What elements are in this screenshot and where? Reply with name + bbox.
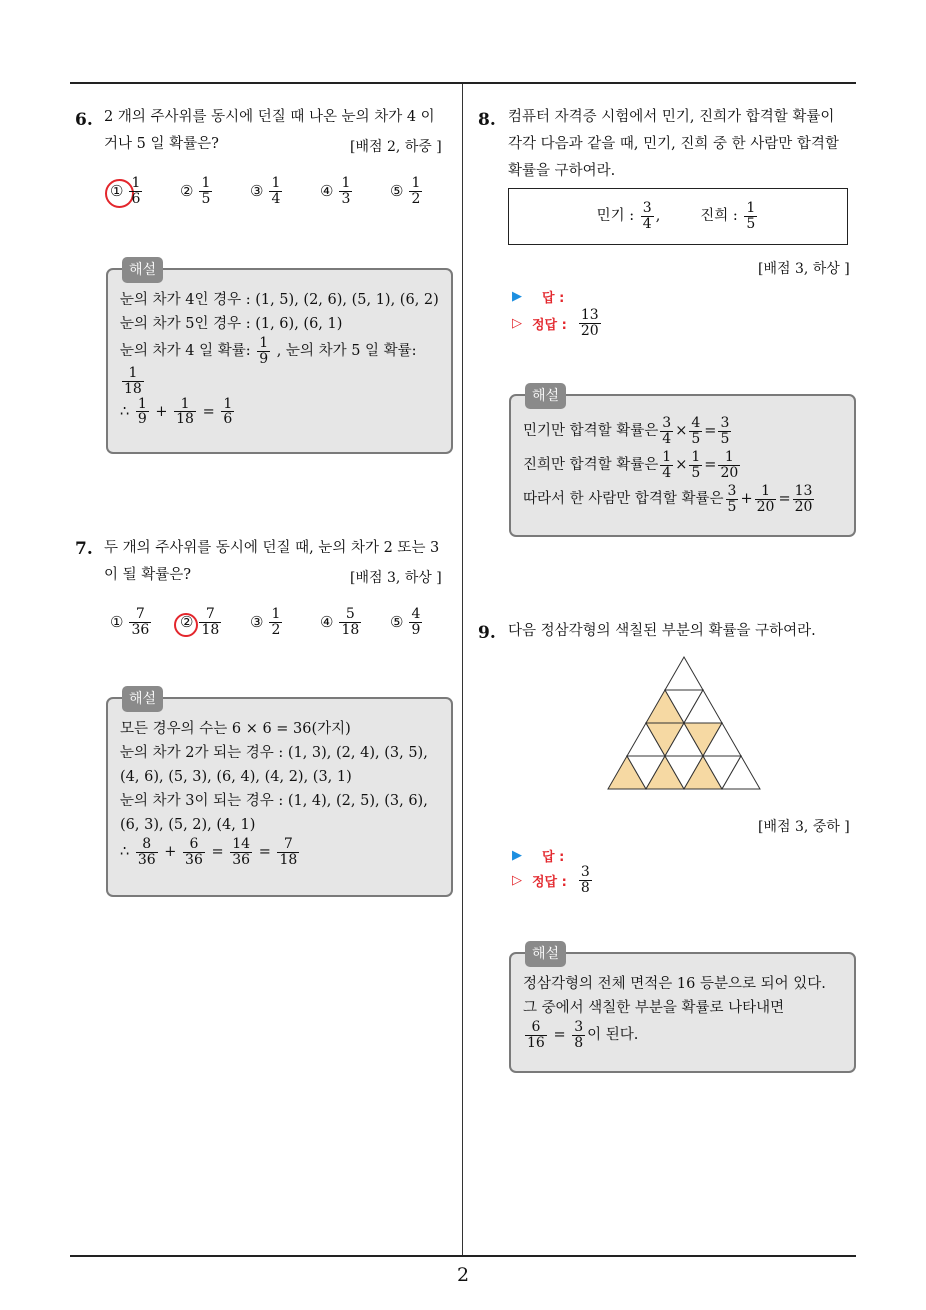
denominator: 6 [131,190,141,207]
solution-line [523,448,842,482]
numerator: 4 [691,414,701,431]
numerator: 3 [727,482,737,499]
fraction [579,865,592,895]
play-outline-icon: ▷ [512,315,522,331]
choice-1[interactable] [110,607,153,637]
minki-probability [597,201,661,231]
numerator: 5 [345,606,355,622]
solution-line [120,336,439,366]
solution-line [120,837,439,867]
solution-tab: 해설 [122,257,163,283]
times-sign: × [675,457,688,473]
solution-line: 그 중에서 색칠한 부분을 확률로 나타내면 [523,1000,785,1016]
play-icon: ▶ [512,289,522,304]
fraction [230,837,252,867]
question-line: 다음 정삼각형의 색칠된 부분의 확률을 구하여라. [508,623,816,639]
times-sign: × [675,423,688,439]
label: 민기 : [596,208,635,225]
equals-sign: = [211,844,224,861]
question-number: 9. [478,623,496,643]
therefore-sign: ∴ [120,403,130,420]
question-line: 컴퓨터 자격증 시험에서 민기, 진희가 합격할 확률이 [508,109,835,125]
denominator: 36 [137,851,156,868]
solution-text: , 눈의 차가 5 일 확률: [272,343,417,360]
denominator: 4 [642,216,652,232]
choice-fraction [129,176,142,206]
choice-3[interactable] [250,607,284,637]
column-divider [462,84,463,1256]
bottom-rule [70,1255,856,1257]
solution-text: 따라서 한 사람만 합격할 확률은 [523,491,724,507]
denominator: 4 [271,190,281,207]
question-text [508,104,860,185]
denominator: 5 [720,430,730,447]
denominator: 4 [662,464,672,481]
choice-2[interactable] [180,607,223,637]
solution-line [120,366,439,396]
fraction [660,450,673,480]
solution-line [523,482,842,516]
choice-2[interactable] [180,176,214,206]
solution-line: 정삼각형의 전체 면적은 16 등분으로 되어 있다. [523,976,826,992]
question-line: 각각 다음과 같을 때, 민기, 진희 중 한 사람만 합격할 [508,136,839,152]
solution-line: 눈의 차가 4인 경우 : (1, 5), (2, 6), (5, 1), (6, 2) [120,292,439,308]
play-outline-icon: ▷ [512,872,522,888]
solution-box [509,946,856,1073]
numerator: 1 [180,395,190,412]
label: 진희 : [700,208,738,225]
question-line: 이 될 확률은? [104,567,192,583]
numerator: 1 [411,175,421,191]
solution-text: 진희만 합격할 확률은 [523,457,659,473]
choice-mark: ② [180,613,194,632]
choice-mark: ④ [320,182,334,201]
denominator: 20 [794,498,813,515]
correct-answer-row [512,865,594,895]
solution-tab: 해설 [122,686,163,712]
numerator: 1 [223,395,233,412]
solution-text: 이 된다. [587,1027,639,1044]
numerator: 7 [283,836,293,852]
numerator: 1 [271,175,281,191]
fraction [726,484,739,514]
answer-label: 답 : [542,850,565,865]
answer-row [512,287,564,306]
numerator: 1 [128,365,138,382]
numerator: 1 [761,482,770,499]
solution-text: 눈의 차가 4 일 확률: [120,343,256,360]
fraction [755,484,777,514]
fraction [689,416,702,446]
denominator: 8 [580,879,590,896]
solution-line: (4, 6), (5, 3), (6, 4), (4, 2), (3, 1) [120,769,352,785]
fraction [744,201,757,231]
choice-mark: ③ [250,613,264,632]
choice-4[interactable] [320,176,354,206]
question-number: 6. [75,110,93,130]
correct-answer-label: 정답 : [532,317,567,333]
denominator: 36 [232,851,251,868]
denominator: 20 [720,464,739,481]
denominator: 20 [756,498,775,515]
score-meta: [배점 3, 하상 ] [350,570,442,586]
numerator: 1 [662,448,672,465]
triangle-cell [665,657,703,690]
choice-fraction [409,176,422,206]
numerator: 6 [189,836,199,852]
choice-fraction [269,607,282,637]
numerator: 13 [794,482,813,499]
denominator: 4 [662,430,672,447]
numerator: 8 [142,836,152,852]
equals-sign: = [202,403,215,420]
choice-mark: ② [180,182,194,201]
numerator: 1 [724,448,734,465]
denominator: 18 [176,411,194,428]
fraction [793,484,815,514]
choice-mark: ④ [320,613,334,632]
denominator: 2 [271,621,281,638]
equals-sign: = [704,423,717,439]
numerator: 1 [259,335,269,351]
numerator: 1 [137,395,147,412]
fraction [579,308,601,338]
solution-line [120,397,439,427]
equals-sign: = [553,1027,566,1044]
correct-answer-label: 정답 : [532,874,567,890]
denominator: 36 [131,621,150,638]
question-line: 확률을 구하여라. [508,163,616,179]
numerator: 3 [720,414,730,431]
comma: , [655,208,661,225]
fraction [136,837,158,867]
denominator: 9 [411,621,421,638]
therefore-sign: ∴ [120,844,130,861]
choice-fraction [199,607,221,637]
denominator: 5 [691,464,701,481]
question-line: 두 개의 주사위를 동시에 던질 때, 눈의 차가 2 또는 3 [104,540,440,556]
plus-sign: + [155,403,168,420]
solution-text: 민기만 합격할 확률은 [523,423,659,439]
numerator: 1 [271,606,281,622]
plus-sign: + [164,844,177,861]
denominator: 8 [574,1034,584,1051]
denominator: 18 [279,851,298,868]
choice-fraction [129,607,151,637]
choice-fraction [339,176,352,206]
denominator: 18 [124,381,142,398]
numerator: 1 [131,175,141,191]
question-number: 8. [478,110,496,130]
equals-sign: = [258,844,271,861]
solution-box [106,262,453,454]
choice-4[interactable] [320,607,363,637]
triangle-figure [604,653,764,793]
fraction [660,416,673,446]
choice-mark: ① [110,182,124,201]
solution-line: 눈의 차가 5인 경우 : (1, 6), (6, 1) [120,316,343,332]
numerator: 3 [642,200,652,217]
choice-5[interactable] [390,607,424,637]
denominator: 5 [691,430,701,447]
denominator: 5 [201,190,211,207]
numerator: 3 [662,414,672,431]
correct-answer-row [512,308,603,338]
choice-mark: ③ [250,182,264,201]
jinhee-probability [700,201,759,231]
denominator: 5 [727,498,737,515]
question-line: 2 개의 주사위를 동시에 던질 때 나온 눈의 차가 4 이 [104,109,435,125]
fraction [183,837,205,867]
choice-mark: ① [110,613,124,632]
denominator: 3 [341,190,351,207]
numerator: 1 [746,200,756,217]
numerator: 7 [205,606,215,622]
choice-fraction [339,607,361,637]
answer-label: 답 : [542,291,565,306]
choice-5[interactable] [390,176,424,206]
fraction [136,397,149,427]
choice-mark: ⑤ [390,182,404,201]
choice-fraction [269,176,282,206]
solution-line: 눈의 차가 3이 되는 경우 : (1, 4), (2, 5), (3, 6), [120,793,428,809]
numerator: 1 [341,175,351,191]
numerator: 6 [531,1019,541,1035]
fraction [221,397,234,427]
denominator: 36 [185,851,203,868]
fraction [718,416,731,446]
equals-sign: = [778,491,791,507]
answer-row [512,846,564,865]
numerator: 3 [580,864,590,880]
fraction [572,1020,585,1050]
denominator: 5 [746,216,756,232]
solution-line [523,1020,842,1050]
fraction [122,366,144,396]
solution-line: (6, 3), (5, 2), (4, 1) [120,817,256,833]
choice-3[interactable] [250,176,284,206]
denominator: 6 [223,411,233,428]
score-meta: [배점 3, 중하 ] [758,819,850,835]
solution-line [523,414,842,448]
numerator: 13 [580,307,599,323]
equals-sign: = [704,457,717,473]
solution-line: 눈의 차가 2가 되는 경우 : (1, 3), (2, 4), (3, 5), [120,745,428,761]
top-rule [70,82,856,84]
denominator: 9 [137,411,147,428]
numerator: 1 [201,175,211,191]
play-icon: ▶ [512,848,522,863]
question-text [508,618,860,645]
choice-mark: ⑤ [390,613,404,632]
denominator: 18 [341,621,360,638]
fraction [525,1020,547,1050]
denominator: 18 [201,621,220,638]
fraction [641,201,654,231]
question-number: 7. [75,539,93,559]
numerator: 3 [574,1019,584,1035]
score-meta: [배점 3, 하상 ] [758,261,850,277]
denominator: 2 [411,190,421,207]
fraction [718,450,740,480]
solution-line: 모든 경우의 수는 6 × 6 = 36(가지) [120,721,351,737]
page-number: 2 [456,1264,470,1286]
given-probabilities-box [508,188,848,245]
numerator: 4 [411,606,421,622]
choice-fraction [409,607,422,637]
question-line: 거나 5 일 확률은? [104,136,219,152]
plus-sign: + [740,491,753,507]
denominator: 9 [259,350,269,367]
solution-tab: 해설 [525,383,566,409]
numerator: 7 [135,606,145,622]
solution-tab: 해설 [525,941,566,967]
choice-1[interactable] [110,176,144,206]
fraction [174,397,196,427]
solution-box [509,388,856,537]
numerator: 1 [691,448,701,465]
denominator: 20 [580,322,599,339]
score-meta: [배점 2, 하중 ] [350,139,442,155]
solution-box [106,691,453,897]
denominator: 16 [527,1034,545,1051]
numerator: 14 [232,836,251,852]
fraction [689,450,702,480]
choice-fraction [199,176,212,206]
fraction [277,837,299,867]
fraction [257,336,270,366]
